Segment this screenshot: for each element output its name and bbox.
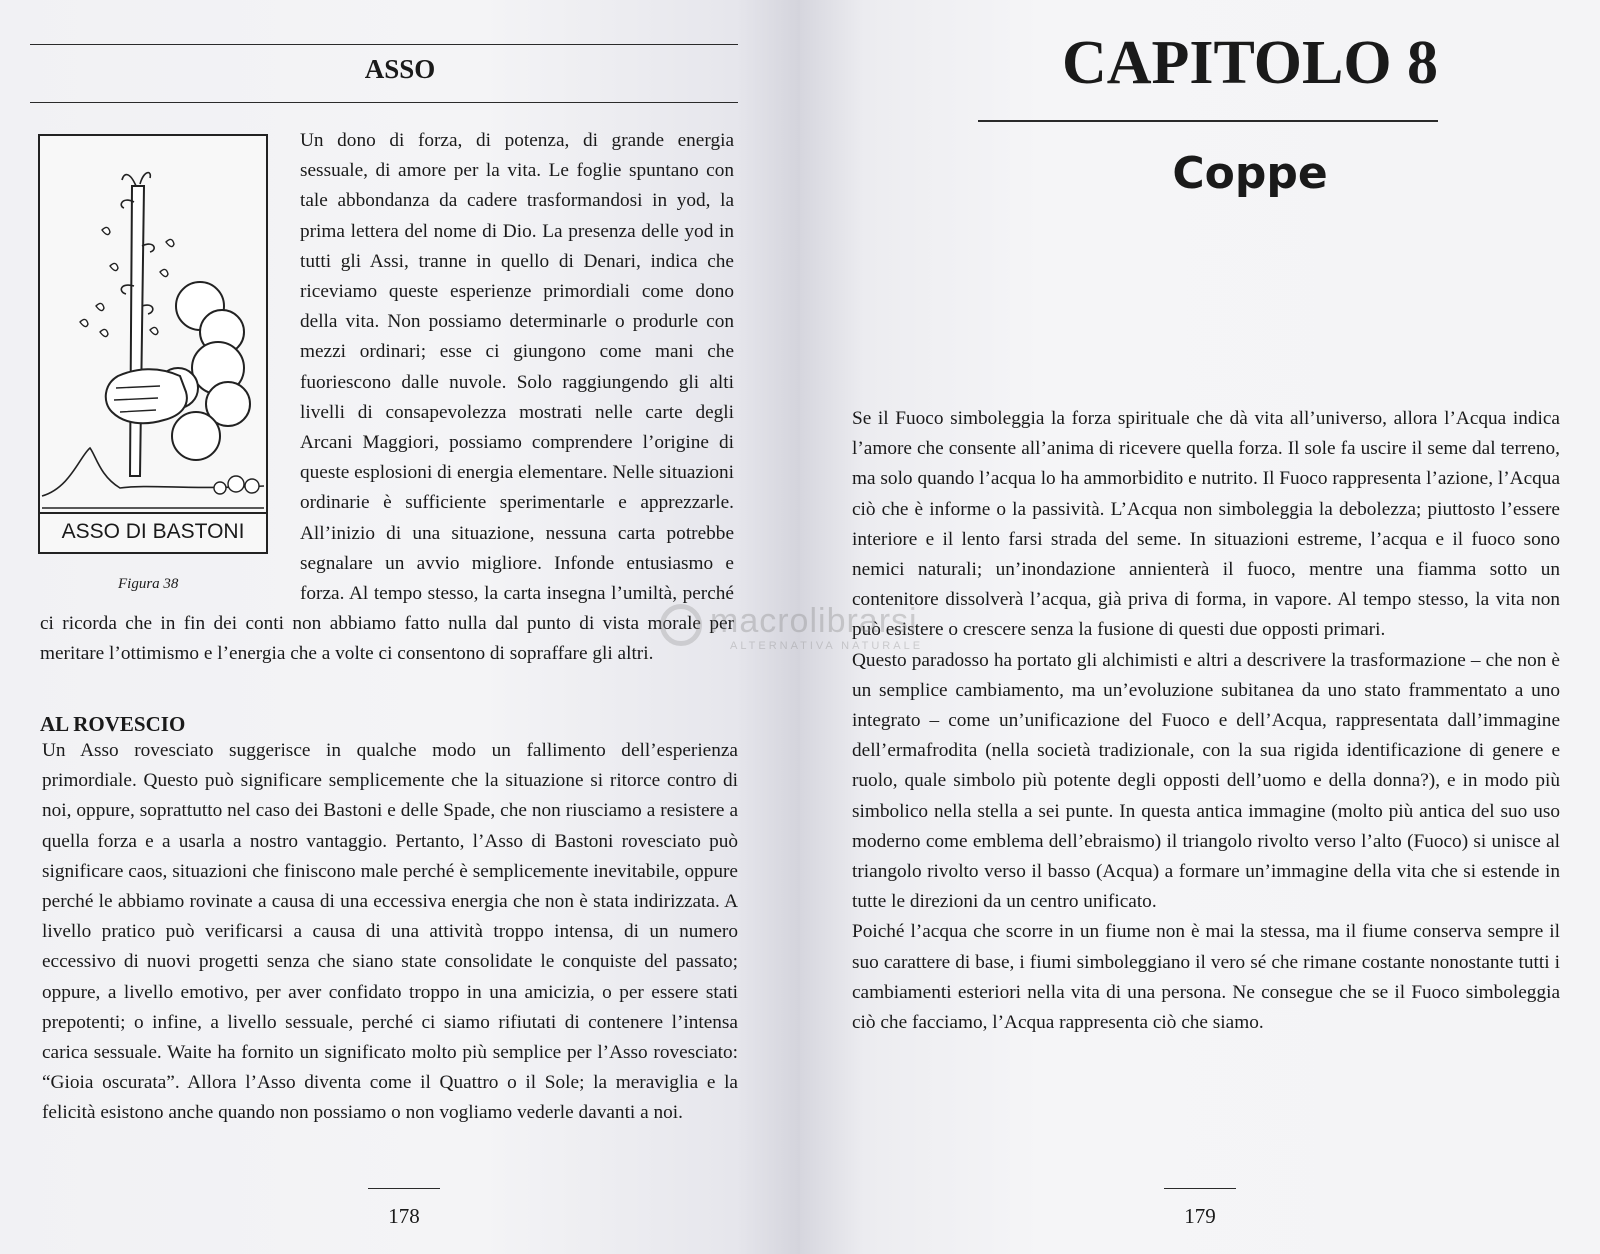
body-paragraph-3: Poiché l’acqua che scorre in un fiume non è mai la stessa, ma il fiume conserva sempre il suo carattere di base, i fiumi simboleggiano il vero sé che rimane costante nonostante tutti i cambiamenti esteriori nella vita di una persona. Ne consegue che se il Fuoco simboleggia ciò che facciamo, l’Acqua rappresenta ciò che siamo. bbox=[852, 921, 1560, 1034]
header-rule-top bbox=[30, 44, 738, 45]
figure-caption: Figura 38 bbox=[118, 576, 179, 592]
card-label: ASSO DI BASTONI bbox=[40, 512, 266, 552]
chapter-subtitle: Coppe bbox=[1172, 148, 1328, 199]
watermark bbox=[660, 600, 960, 660]
paragraph: Un dono di forza, di potenza, di grande energia sessuale, di amore per la vita. Le foglie spuntano con tale abbondanza da cadere trasformandosi in yod, la prima lettera del nome di Dio. La presenza delle yod in tutti gli Assi, tranne in quello di Denari, indica che riceviamo queste esperienze primordiali come dono della vita. Non possiamo determinarle o produrle con mezzi ordinari; esse ci giungono come mani che fuoriescono dalle nuvole. Solo raggiungendo gli alti livelli di consapevolezza mostrati nelle carte degli Arcani Maggiori, possiamo comprendere l’origine di queste esplosioni di energia elementare. Nelle situazioni ordinarie è sufficiente sperimentarle e apprezzarle. All’inizio di una situazione, nessuna carta potrebbe segnalare un avvio migliore. Infonde entusiasmo e forza. Al tempo stesso, la carta insegna l’umiltà, perché ci ricorda che in fin dei conti non abbiamo fatto nulla dal punto di vista morale per meritare l’ottimismo e l’energia che a volte ci consentono di sopraffare gli altri. bbox=[40, 126, 734, 670]
chapter-rule bbox=[978, 120, 1438, 122]
page-number-rule bbox=[368, 1188, 440, 1189]
watermark-tagline: ALTERNATIVA NATURALE bbox=[730, 640, 924, 652]
chapter-title: CAPITOLO 8 bbox=[1061, 29, 1439, 97]
body-paragraph-2: Questo paradosso ha portato gli alchimisti e altri a descrivere la trasformazione – che non è un semplice cambiamento, ma un’evoluzione subitanea da uno stato frammentato a uno integrato – come un’unificazione del Fuoco e dell’Acqua, rappresentata dall’immagine dell’ermafrodita (nella società tradizionale, con la sua rigida identificazione di genere e ruolo, quale simbolo più potente degli opposti dell’uomo e della donna?), e in modo più simbolico nella stella a sei punte. In questa antica immagine (molto più antica del suo uso moderno come emblema dell’ebraismo) il triangolo rivolto verso l’alto (Fuoco) si unisce al triangolo rivolto verso il basso (Acqua) a formare un’immagine della vita che si estende in tutte le direzioni da un centro unificato. bbox=[852, 649, 1560, 913]
header-rule-bottom bbox=[30, 102, 738, 103]
reversed-paragraph: Un Asso rovesciato suggerisce in qualche modo un fallimento dell’esperienza primordiale. Questo può significare semplicemente che la situazione si ritorce contro di noi, oppure, soprattutto nel caso dei Bastoni e delle Spade, che non riusciamo a resistere a quella forza e a usarla a nostro vantaggio. Pertanto, l’Asso di Bastoni rovesciato può significare caos, situazioni che finiscono male perché è semplicemente inevitabile, oppure perché le abbiamo rovinate a causa di una eccessiva energia che non è stata indirizzata. A livello pratico può verificarsi a causa di una attività troppo intensa, di un numero eccessivo di nuovi progetti senza che siano state consolidate le conquiste del passato; oppure, a livello emotivo, per aver confidato troppo in una amicizia, o per essere stati prepotenti; o infine, a livello sessuale, perché ci siamo rifiutati di contenere l’intensa carica sessuale. Waite ha fornito un significato molto più semplice per l’Asso rovesciato: “Gioia oscurata”. Allora l’Asso diventa come il Quattro o il Sole; la meraviglia e la felicità esistono anche quando non possiamo o non vogliamo vederle davanti a noi. bbox=[42, 740, 738, 1124]
watermark-logo-icon bbox=[660, 604, 702, 646]
page-number: 178 bbox=[388, 1204, 420, 1228]
body-paragraph-1: Se il Fuoco simboleggia la forza spirituale che dà vita all’universo, allora l’Acqua indica l’amore che consente all’anima di ricevere quella forza. Il sole fa uscire il seme dal terreno, ma solo quando l’acqua lo ha ammorbidito e nutrito. Il Fuoco rappresenta l’azione, l’Acqua ciò che è informe o la passività. L’Acqua non simboleggia la debolezza; piuttosto l’essere interiore e il lento farsi strada del seme. In situazioni estreme, l’acqua e il fuoco sono nemici naturali; un’inondazione annienterà il fuoco, mentre una fiamma sotto un contenitore dissolverà l’acqua, già priva di forma, in vapore. Al tempo stesso, la vita non può esistere o crescere senza la fusione di questi due opposti primari. bbox=[852, 408, 1560, 641]
section-title: ASSO bbox=[364, 54, 436, 84]
page-number: 179 bbox=[1184, 1204, 1216, 1228]
page-number-rule bbox=[1164, 1188, 1236, 1189]
watermark-name: macrolibrarsi bbox=[710, 602, 918, 640]
intro-paragraph-wrapped bbox=[40, 126, 734, 670]
card-float-spacer bbox=[40, 126, 300, 586]
reversed-section bbox=[42, 736, 738, 1129]
subheading: AL ROVESCIO bbox=[40, 712, 186, 736]
chapter-body bbox=[852, 404, 1560, 1038]
